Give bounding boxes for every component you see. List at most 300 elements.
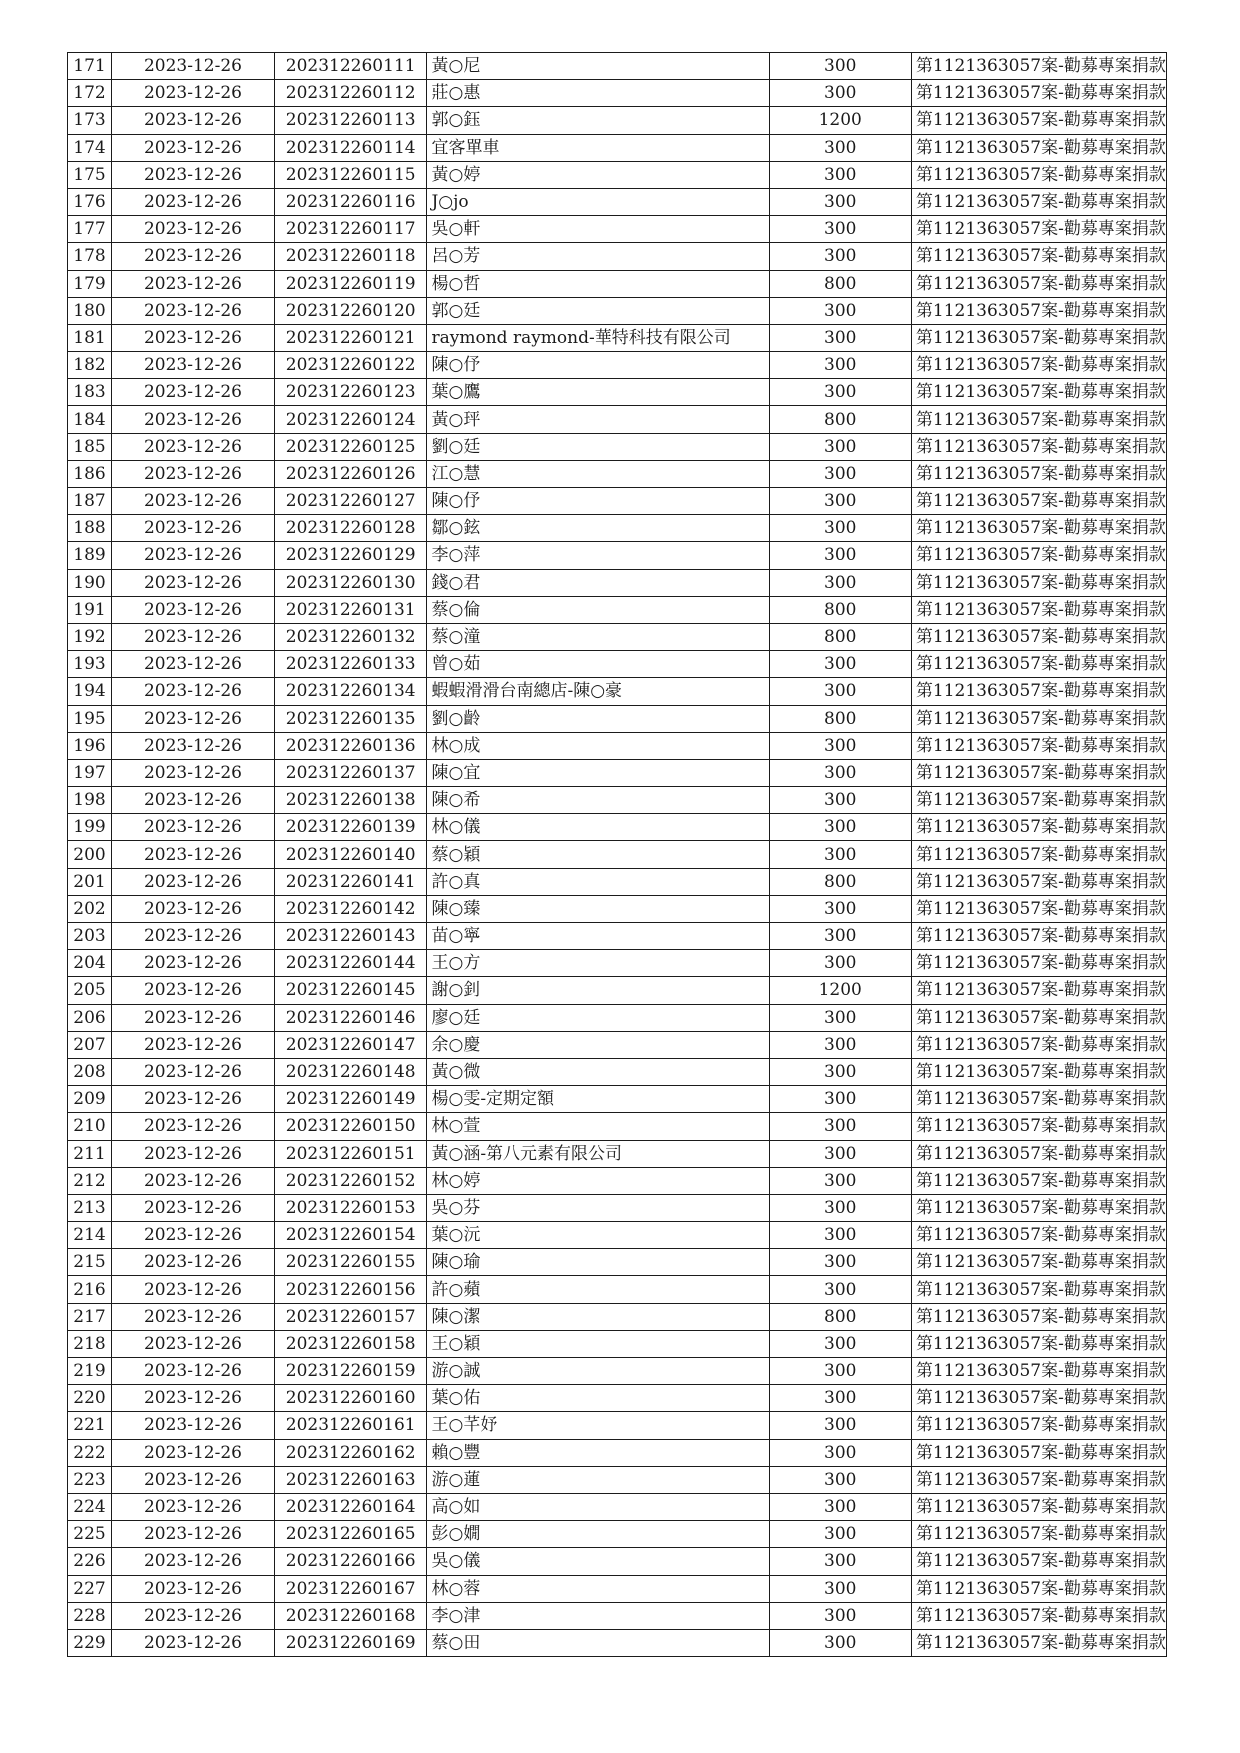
table-row	[68, 977, 1167, 1004]
serial-number-cell: 195	[68, 705, 112, 732]
donation-date-cell: 2023-12-26	[112, 53, 275, 80]
table-row	[68, 950, 1167, 977]
donation-note-cell: 第1121363057案-勸募專案捐款	[911, 732, 1166, 759]
donation-date-cell: 2023-12-26	[112, 1412, 275, 1439]
serial-number-cell: 198	[68, 787, 112, 814]
donation-note-cell: 第1121363057案-勸募專案捐款	[911, 1575, 1166, 1602]
donation-date-cell: 2023-12-26	[112, 923, 275, 950]
table-row	[68, 352, 1167, 379]
receipt-number-cell: 202312260120	[274, 297, 427, 324]
donation-amount-cell: 300	[769, 80, 911, 107]
receipt-number-cell: 202312260116	[274, 188, 427, 215]
table-row	[68, 488, 1167, 515]
table-row	[68, 1412, 1167, 1439]
receipt-number-cell: 202312260121	[274, 324, 427, 351]
table-row	[68, 651, 1167, 678]
table-row	[68, 814, 1167, 841]
receipt-number-cell: 202312260152	[274, 1167, 427, 1194]
receipt-number-cell: 202312260114	[274, 134, 427, 161]
donation-note-cell: 第1121363057案-勸募專案捐款	[911, 1439, 1166, 1466]
donor-name-cell: 蝦蝦滑滑台南總店-陳○豪	[427, 678, 769, 705]
donation-amount-cell: 300	[769, 759, 911, 786]
receipt-number-cell: 202312260150	[274, 1113, 427, 1140]
table-row	[68, 1222, 1167, 1249]
serial-number-cell: 187	[68, 488, 112, 515]
serial-number-cell: 229	[68, 1629, 112, 1656]
donation-date-cell: 2023-12-26	[112, 1249, 275, 1276]
donation-date-cell: 2023-12-26	[112, 895, 275, 922]
serial-number-cell: 210	[68, 1113, 112, 1140]
serial-number-cell: 199	[68, 814, 112, 841]
donor-name-cell: 李○津	[427, 1602, 769, 1629]
donor-name-cell: 蔡○穎	[427, 841, 769, 868]
donor-name-cell: 黃○婷	[427, 161, 769, 188]
donation-amount-cell: 300	[769, 352, 911, 379]
donation-amount-cell: 300	[769, 53, 911, 80]
serial-number-cell: 176	[68, 188, 112, 215]
donation-amount-cell: 300	[769, 1004, 911, 1031]
donation-date-cell: 2023-12-26	[112, 1493, 275, 1520]
serial-number-cell: 206	[68, 1004, 112, 1031]
receipt-number-cell: 202312260140	[274, 841, 427, 868]
donor-name-cell: 蔡○倫	[427, 596, 769, 623]
donation-amount-cell: 1200	[769, 977, 911, 1004]
donation-note-cell: 第1121363057案-勸募專案捐款	[911, 1412, 1166, 1439]
donation-note-cell: 第1121363057案-勸募專案捐款	[911, 297, 1166, 324]
serial-number-cell: 186	[68, 460, 112, 487]
serial-number-cell: 200	[68, 841, 112, 868]
donation-date-cell: 2023-12-26	[112, 1058, 275, 1085]
table-row	[68, 923, 1167, 950]
receipt-number-cell: 202312260126	[274, 460, 427, 487]
serial-number-cell: 202	[68, 895, 112, 922]
donation-note-cell: 第1121363057案-勸募專案捐款	[911, 1602, 1166, 1629]
table-row	[68, 1602, 1167, 1629]
donation-amount-cell: 300	[769, 1058, 911, 1085]
donation-note-cell: 第1121363057案-勸募專案捐款	[911, 53, 1166, 80]
donation-note-cell: 第1121363057案-勸募專案捐款	[911, 1303, 1166, 1330]
table-row	[68, 270, 1167, 297]
receipt-number-cell: 202312260148	[274, 1058, 427, 1085]
donation-amount-cell: 800	[769, 1303, 911, 1330]
donor-name-cell: 劉○廷	[427, 433, 769, 460]
donation-amount-cell: 300	[769, 1629, 911, 1656]
donation-amount-cell: 300	[769, 787, 911, 814]
donation-amount-cell: 300	[769, 1575, 911, 1602]
receipt-number-cell: 202312260127	[274, 488, 427, 515]
serial-number-cell: 217	[68, 1303, 112, 1330]
donation-date-cell: 2023-12-26	[112, 1439, 275, 1466]
donation-amount-cell: 300	[769, 895, 911, 922]
donation-date-cell: 2023-12-26	[112, 1140, 275, 1167]
donation-note-cell: 第1121363057案-勸募專案捐款	[911, 460, 1166, 487]
donation-note-cell: 第1121363057案-勸募專案捐款	[911, 1358, 1166, 1385]
table-row	[68, 433, 1167, 460]
donor-name-cell: 黃○微	[427, 1058, 769, 1085]
table-row	[68, 1493, 1167, 1520]
donation-table	[67, 52, 1167, 1657]
donation-note-cell: 第1121363057案-勸募專案捐款	[911, 1031, 1166, 1058]
donation-amount-cell: 300	[769, 515, 911, 542]
donation-date-cell: 2023-12-26	[112, 1222, 275, 1249]
donation-date-cell: 2023-12-26	[112, 134, 275, 161]
donation-note-cell: 第1121363057案-勸募專案捐款	[911, 651, 1166, 678]
table-row	[68, 134, 1167, 161]
receipt-number-cell: 202312260165	[274, 1521, 427, 1548]
serial-number-cell: 172	[68, 80, 112, 107]
receipt-number-cell: 202312260164	[274, 1493, 427, 1520]
donation-date-cell: 2023-12-26	[112, 977, 275, 1004]
serial-number-cell: 216	[68, 1276, 112, 1303]
donor-name-cell: 廖○廷	[427, 1004, 769, 1031]
donor-name-cell: 李○萍	[427, 542, 769, 569]
donation-date-cell: 2023-12-26	[112, 1276, 275, 1303]
donor-name-cell: 鄒○鉉	[427, 515, 769, 542]
table-row	[68, 1086, 1167, 1113]
serial-number-cell: 223	[68, 1466, 112, 1493]
donation-date-cell: 2023-12-26	[112, 950, 275, 977]
donation-date-cell: 2023-12-26	[112, 1358, 275, 1385]
table-row	[68, 1140, 1167, 1167]
donation-amount-cell: 300	[769, 1385, 911, 1412]
serial-number-cell: 189	[68, 542, 112, 569]
donor-name-cell: 呂○芳	[427, 243, 769, 270]
donation-date-cell: 2023-12-26	[112, 161, 275, 188]
donation-note-cell: 第1121363057案-勸募專案捐款	[911, 1140, 1166, 1167]
serial-number-cell: 213	[68, 1194, 112, 1221]
donor-name-cell: 葉○佑	[427, 1385, 769, 1412]
donation-amount-cell: 300	[769, 488, 911, 515]
donation-date-cell: 2023-12-26	[112, 1385, 275, 1412]
receipt-number-cell: 202312260125	[274, 433, 427, 460]
donor-name-cell: 謝○釗	[427, 977, 769, 1004]
donation-date-cell: 2023-12-26	[112, 1330, 275, 1357]
receipt-number-cell: 202312260119	[274, 270, 427, 297]
donation-amount-cell: 300	[769, 950, 911, 977]
donation-date-cell: 2023-12-26	[112, 868, 275, 895]
serial-number-cell: 192	[68, 623, 112, 650]
table-row	[68, 1521, 1167, 1548]
donation-note-cell: 第1121363057案-勸募專案捐款	[911, 324, 1166, 351]
receipt-number-cell: 202312260144	[274, 950, 427, 977]
serial-number-cell: 178	[68, 243, 112, 270]
donation-date-cell: 2023-12-26	[112, 379, 275, 406]
donation-note-cell: 第1121363057案-勸募專案捐款	[911, 841, 1166, 868]
donation-date-cell: 2023-12-26	[112, 1113, 275, 1140]
serial-number-cell: 183	[68, 379, 112, 406]
donation-date-cell: 2023-12-26	[112, 705, 275, 732]
table-row	[68, 515, 1167, 542]
donation-note-cell: 第1121363057案-勸募專案捐款	[911, 1194, 1166, 1221]
donation-date-cell: 2023-12-26	[112, 787, 275, 814]
donation-note-cell: 第1121363057案-勸募專案捐款	[911, 1004, 1166, 1031]
donor-name-cell: 林○儀	[427, 814, 769, 841]
donor-name-cell: 蔡○田	[427, 1629, 769, 1656]
table-row	[68, 1167, 1167, 1194]
donation-date-cell: 2023-12-26	[112, 433, 275, 460]
donation-date-cell: 2023-12-26	[112, 324, 275, 351]
donation-amount-cell: 300	[769, 1140, 911, 1167]
serial-number-cell: 173	[68, 107, 112, 134]
serial-number-cell: 188	[68, 515, 112, 542]
donation-date-cell: 2023-12-26	[112, 651, 275, 678]
donor-name-cell: 賴○豐	[427, 1439, 769, 1466]
serial-number-cell: 207	[68, 1031, 112, 1058]
donation-note-cell: 第1121363057案-勸募專案捐款	[911, 895, 1166, 922]
serial-number-cell: 203	[68, 923, 112, 950]
serial-number-cell: 220	[68, 1385, 112, 1412]
donor-name-cell: 莊○惠	[427, 80, 769, 107]
donation-date-cell: 2023-12-26	[112, 678, 275, 705]
donation-amount-cell: 800	[769, 623, 911, 650]
donation-note-cell: 第1121363057案-勸募專案捐款	[911, 161, 1166, 188]
table-row	[68, 868, 1167, 895]
donor-name-cell: 吳○芬	[427, 1194, 769, 1221]
donation-date-cell: 2023-12-26	[112, 569, 275, 596]
donation-note-cell: 第1121363057案-勸募專案捐款	[911, 1276, 1166, 1303]
serial-number-cell: 208	[68, 1058, 112, 1085]
serial-number-cell: 219	[68, 1358, 112, 1385]
donation-amount-cell: 300	[769, 1167, 911, 1194]
donor-name-cell: 彭○嫺	[427, 1521, 769, 1548]
donation-note-cell: 第1121363057案-勸募專案捐款	[911, 787, 1166, 814]
donation-note-cell: 第1121363057案-勸募專案捐款	[911, 1493, 1166, 1520]
donation-amount-cell: 300	[769, 1521, 911, 1548]
serial-number-cell: 197	[68, 759, 112, 786]
donation-amount-cell: 300	[769, 542, 911, 569]
donation-amount-cell: 300	[769, 324, 911, 351]
receipt-number-cell: 202312260113	[274, 107, 427, 134]
receipt-number-cell: 202312260157	[274, 1303, 427, 1330]
donation-date-cell: 2023-12-26	[112, 759, 275, 786]
donation-date-cell: 2023-12-26	[112, 1086, 275, 1113]
donation-note-cell: 第1121363057案-勸募專案捐款	[911, 433, 1166, 460]
donor-name-cell: 王○方	[427, 950, 769, 977]
donor-name-cell: 王○芊妤	[427, 1412, 769, 1439]
donation-note-cell: 第1121363057案-勸募專案捐款	[911, 243, 1166, 270]
donation-amount-cell: 300	[769, 134, 911, 161]
donation-date-cell: 2023-12-26	[112, 243, 275, 270]
donation-note-cell: 第1121363057案-勸募專案捐款	[911, 759, 1166, 786]
donation-amount-cell: 300	[769, 433, 911, 460]
donation-date-cell: 2023-12-26	[112, 1466, 275, 1493]
donation-amount-cell: 300	[769, 1493, 911, 1520]
receipt-number-cell: 202312260169	[274, 1629, 427, 1656]
donation-amount-cell: 1200	[769, 107, 911, 134]
donor-name-cell: 錢○君	[427, 569, 769, 596]
serial-number-cell: 222	[68, 1439, 112, 1466]
serial-number-cell: 181	[68, 324, 112, 351]
donor-name-cell: raymond raymond-華特科技有限公司	[427, 324, 769, 351]
donation-amount-cell: 300	[769, 1439, 911, 1466]
table-row	[68, 705, 1167, 732]
table-row	[68, 188, 1167, 215]
donation-date-cell: 2023-12-26	[112, 107, 275, 134]
receipt-number-cell: 202312260142	[274, 895, 427, 922]
donor-name-cell: 陳○潔	[427, 1303, 769, 1330]
serial-number-cell: 182	[68, 352, 112, 379]
donor-name-cell: 許○真	[427, 868, 769, 895]
donor-name-cell: 宜客單車	[427, 134, 769, 161]
table-row	[68, 1439, 1167, 1466]
donation-amount-cell: 800	[769, 596, 911, 623]
donor-name-cell: 陳○伃	[427, 352, 769, 379]
serial-number-cell: 224	[68, 1493, 112, 1520]
receipt-number-cell: 202312260146	[274, 1004, 427, 1031]
donor-name-cell: 黃○涵-第八元素有限公司	[427, 1140, 769, 1167]
donation-date-cell: 2023-12-26	[112, 1521, 275, 1548]
receipt-number-cell: 202312260154	[274, 1222, 427, 1249]
donation-amount-cell: 300	[769, 1358, 911, 1385]
table-row	[68, 1358, 1167, 1385]
table-row	[68, 1058, 1167, 1085]
donation-note-cell: 第1121363057案-勸募專案捐款	[911, 352, 1166, 379]
donor-name-cell: 蔡○潼	[427, 623, 769, 650]
donation-amount-cell: 300	[769, 569, 911, 596]
donation-note-cell: 第1121363057案-勸募專案捐款	[911, 705, 1166, 732]
table-row	[68, 1548, 1167, 1575]
table-row	[68, 107, 1167, 134]
donor-name-cell: 陳○臻	[427, 895, 769, 922]
serial-number-cell: 190	[68, 569, 112, 596]
receipt-number-cell: 202312260132	[274, 623, 427, 650]
donation-amount-cell: 300	[769, 923, 911, 950]
receipt-number-cell: 202312260149	[274, 1086, 427, 1113]
receipt-number-cell: 202312260159	[274, 1358, 427, 1385]
serial-number-cell: 212	[68, 1167, 112, 1194]
donation-amount-cell: 300	[769, 1548, 911, 1575]
receipt-number-cell: 202312260118	[274, 243, 427, 270]
donation-note-cell: 第1121363057案-勸募專案捐款	[911, 134, 1166, 161]
donation-date-cell: 2023-12-26	[112, 488, 275, 515]
donor-name-cell: J○jo	[427, 188, 769, 215]
serial-number-cell: 204	[68, 950, 112, 977]
donation-note-cell: 第1121363057案-勸募專案捐款	[911, 1548, 1166, 1575]
donation-amount-cell: 300	[769, 1031, 911, 1058]
receipt-number-cell: 202312260123	[274, 379, 427, 406]
donation-amount-cell: 300	[769, 732, 911, 759]
receipt-number-cell: 202312260166	[274, 1548, 427, 1575]
serial-number-cell: 226	[68, 1548, 112, 1575]
table-row	[68, 623, 1167, 650]
donor-name-cell: 郭○廷	[427, 297, 769, 324]
donation-amount-cell: 800	[769, 406, 911, 433]
donation-date-cell: 2023-12-26	[112, 1602, 275, 1629]
donation-amount-cell: 300	[769, 1194, 911, 1221]
donation-date-cell: 2023-12-26	[112, 732, 275, 759]
donation-amount-cell: 800	[769, 705, 911, 732]
table-row	[68, 596, 1167, 623]
donation-date-cell: 2023-12-26	[112, 1303, 275, 1330]
donation-amount-cell: 800	[769, 868, 911, 895]
receipt-number-cell: 202312260168	[274, 1602, 427, 1629]
donation-note-cell: 第1121363057案-勸募專案捐款	[911, 1222, 1166, 1249]
donation-note-cell: 第1121363057案-勸募專案捐款	[911, 406, 1166, 433]
donation-date-cell: 2023-12-26	[112, 596, 275, 623]
donation-amount-cell: 300	[769, 1086, 911, 1113]
donation-amount-cell: 300	[769, 1602, 911, 1629]
donation-note-cell: 第1121363057案-勸募專案捐款	[911, 542, 1166, 569]
donation-note-cell: 第1121363057案-勸募專案捐款	[911, 1058, 1166, 1085]
serial-number-cell: 185	[68, 433, 112, 460]
donation-date-cell: 2023-12-26	[112, 270, 275, 297]
donor-name-cell: 吳○軒	[427, 216, 769, 243]
donation-note-cell: 第1121363057案-勸募專案捐款	[911, 1086, 1166, 1113]
receipt-number-cell: 202312260131	[274, 596, 427, 623]
serial-number-cell: 193	[68, 651, 112, 678]
receipt-number-cell: 202312260135	[274, 705, 427, 732]
serial-number-cell: 194	[68, 678, 112, 705]
donation-note-cell: 第1121363057案-勸募專案捐款	[911, 1167, 1166, 1194]
donor-name-cell: 余○慶	[427, 1031, 769, 1058]
table-row	[68, 53, 1167, 80]
donation-date-cell: 2023-12-26	[112, 1167, 275, 1194]
serial-number-cell: 218	[68, 1330, 112, 1357]
donation-note-cell: 第1121363057案-勸募專案捐款	[911, 488, 1166, 515]
donation-amount-cell: 300	[769, 1330, 911, 1357]
table-row	[68, 379, 1167, 406]
donor-name-cell: 林○萱	[427, 1113, 769, 1140]
donation-amount-cell: 300	[769, 161, 911, 188]
receipt-number-cell: 202312260167	[274, 1575, 427, 1602]
donation-table-body	[68, 53, 1167, 1657]
donation-note-cell: 第1121363057案-勸募專案捐款	[911, 1113, 1166, 1140]
receipt-number-cell: 202312260155	[274, 1249, 427, 1276]
serial-number-cell: 214	[68, 1222, 112, 1249]
serial-number-cell: 205	[68, 977, 112, 1004]
donation-note-cell: 第1121363057案-勸募專案捐款	[911, 678, 1166, 705]
donation-note-cell: 第1121363057案-勸募專案捐款	[911, 623, 1166, 650]
serial-number-cell: 191	[68, 596, 112, 623]
donation-date-cell: 2023-12-26	[112, 1194, 275, 1221]
table-row	[68, 1113, 1167, 1140]
donor-name-cell: 許○蘋	[427, 1276, 769, 1303]
table-row	[68, 841, 1167, 868]
donation-date-cell: 2023-12-26	[112, 297, 275, 324]
table-row	[68, 759, 1167, 786]
serial-number-cell: 221	[68, 1412, 112, 1439]
table-row	[68, 1194, 1167, 1221]
serial-number-cell: 196	[68, 732, 112, 759]
donor-name-cell: 林○婷	[427, 1167, 769, 1194]
receipt-number-cell: 202312260111	[274, 53, 427, 80]
donation-note-cell: 第1121363057案-勸募專案捐款	[911, 923, 1166, 950]
donation-amount-cell: 300	[769, 1222, 911, 1249]
donor-name-cell: 黃○尼	[427, 53, 769, 80]
table-row	[68, 161, 1167, 188]
donation-date-cell: 2023-12-26	[112, 542, 275, 569]
donation-amount-cell: 300	[769, 1412, 911, 1439]
table-row	[68, 324, 1167, 351]
donation-amount-cell: 300	[769, 243, 911, 270]
donation-date-cell: 2023-12-26	[112, 216, 275, 243]
table-row	[68, 1031, 1167, 1058]
receipt-number-cell: 202312260141	[274, 868, 427, 895]
serial-number-cell: 228	[68, 1602, 112, 1629]
table-row	[68, 787, 1167, 814]
donation-note-cell: 第1121363057案-勸募專案捐款	[911, 1521, 1166, 1548]
donor-name-cell: 游○誠	[427, 1358, 769, 1385]
donor-name-cell: 陳○伃	[427, 488, 769, 515]
donor-name-cell: 楊○雯-定期定額	[427, 1086, 769, 1113]
donation-date-cell: 2023-12-26	[112, 460, 275, 487]
donation-note-cell: 第1121363057案-勸募專案捐款	[911, 868, 1166, 895]
donor-name-cell: 陳○宜	[427, 759, 769, 786]
receipt-number-cell: 202312260134	[274, 678, 427, 705]
donor-name-cell: 游○蓮	[427, 1466, 769, 1493]
donation-amount-cell: 300	[769, 678, 911, 705]
donation-ledger-page	[67, 52, 1167, 1657]
